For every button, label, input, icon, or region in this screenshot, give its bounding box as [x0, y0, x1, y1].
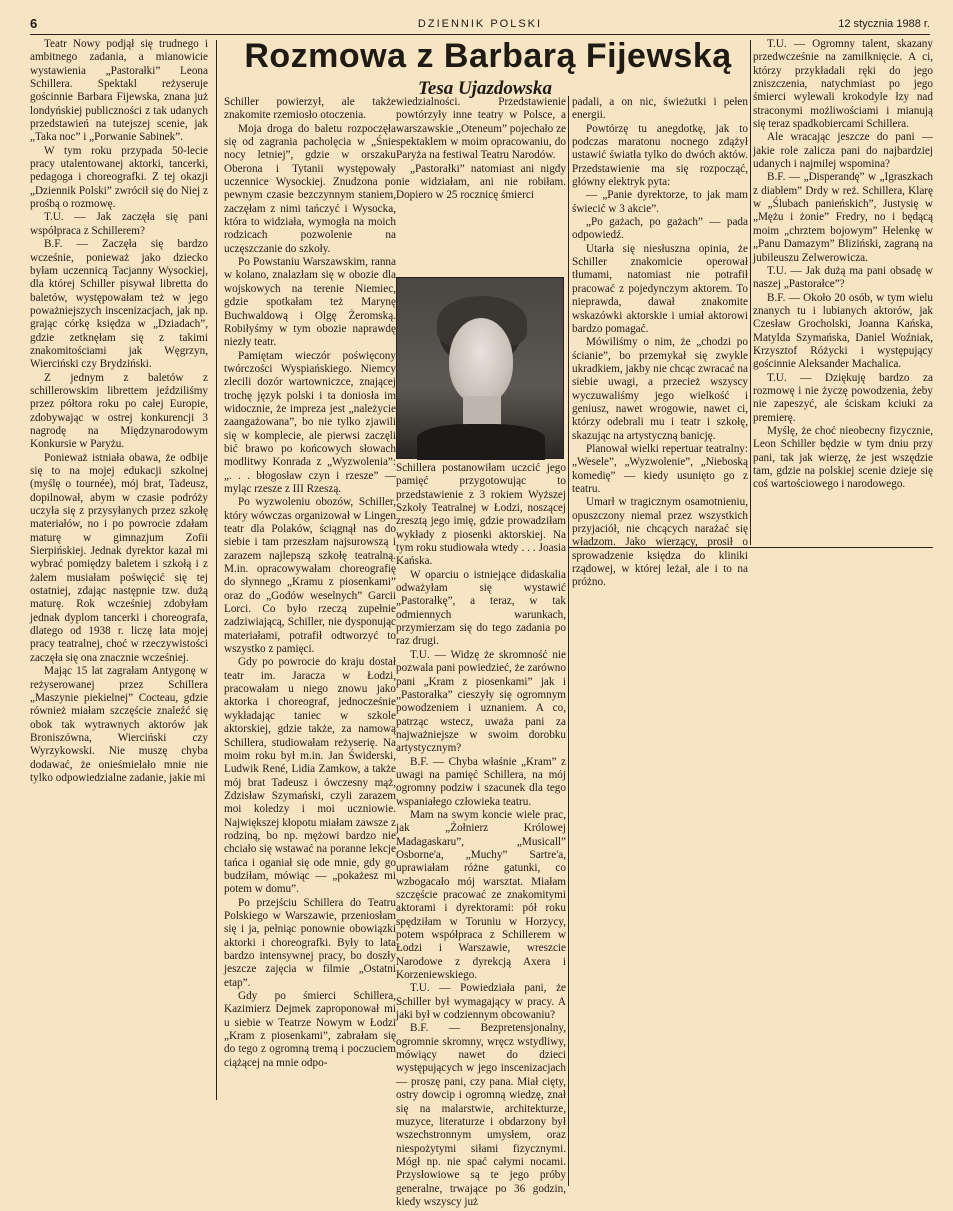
paragraph: „Po gażach, po gażach” — pada odpowiedź.: [572, 216, 748, 242]
text-column-5: [753, 38, 933, 578]
paragraph: Po wyzwoleniu obozów, Schiller, który wówczas organizował w Lingen teatr dla Polaków, ściągnął nas do siebie i tam przeszłam najsurowszą i zarazem najlepszą szkołę teatralną. M.in. opracowywałam choreografię do słynnego „Kramu z piosenkami” oraz do „Godów weselnych” Garcii Lorci. Co było rzeczą zupełnie zadziwiającą, Schiller, nie dysponując materiałami, potrafił odtworzyć to wszystko z pamięci.: [224, 496, 396, 656]
paragraph: Umarł w tragicznym osamotnieniu, opuszczony niemal przez wszystkich przyjaciół, nie chcących narażać się władzom. Jako wierzący, prosił o sprowadzenie księdza do kliniki rządowej, w której leżał, ale i to na próżno.: [572, 496, 748, 589]
paragraph: T.U. — Widzę że skromność nie pozwala pani powiedzieć, że zarówno pani „Kram z piosenkami” jak i „Pastorałka” cieszyły się ogromnym powodzeniem i uznaniem. A co, patrząc wstecz, uważa pani za najważniejsze w swoim dorobku artystycznym?: [396, 648, 566, 755]
paragraph: B.F. — Chyba właśnie „Kram” z uwagi na pamięć Schillera, na mój ogromny podziw i szacunek dla tego wspaniałego człowieka teatru.: [396, 755, 566, 808]
paragraph: padali, a on nic, świeżutki i pełen energii.: [572, 96, 748, 122]
paragraph: Z jednym z baletów z schillerowskim librettem jeździliśmy przez półtora roku po całej Europie, zdobywając w ostrej konkurencji 3 nagrodę na Międzynarodowym Konkursie w Paryżu.: [30, 371, 208, 451]
article-byline: Tesa Ujazdowska: [418, 78, 552, 99]
paragraph: — „Panie dyrektorze, to jak mam świecić w 3 akcie”.: [572, 189, 748, 215]
issue-date: 12 stycznia 1988 r.: [838, 18, 930, 30]
paragraph: Utarła się niesłuszna opinia, że Schiller znakomicie operował tłumami, natomiast nie potrafił pracować z pojedynczym aktorem. To nieprawda, dawał znakomite wskazówki aktorskie i umiał aktorowi bardzo pomagać.: [572, 242, 748, 335]
paragraph: „Pastorałki” natomiast ani nigdy nie widziałam, ani nie robiłam. Dopiero w 25 rocznicę śmierci: [396, 162, 566, 202]
paragraph: B.F. — Bezpretensjonalny, ogromnie skromny, wręcz wstydliwy, mówiący nawet do dzieci występujących w jego inscenizacjach — proszę pani, czy pana. Miał cięty, ostry dowcip i ogromną wiedzę, znał się na malarstwie, architekturze, muzyce, literaturze i obdarzony był wszechstronnym umysłem, oraz niespożytymi siłami fizycznymi. Mógł np. nie spać całymi nocami. Przysłowiowe są te jego próby generalne, trwające po 36 godzin, kiedy wszyscy już: [396, 1022, 566, 1208]
paragraph: Mam na swym koncie wiele prac, jak „Żołnierz Królowej Madagaskaru”, „Musicall” Osborne'a, „Muchy” Sartre'a, uprawiałam różne gatunki, co wzbogacało mój warsztat. Miałam szczęście pracować ze znakomitymi aktorami i dyrektorami: pół roku spędziłam w Toruniu w Horzycy, potem współpraca z Schillerem w Łodzi i Warszawie, wreszcie Narodowe z dyrekcją Axera i Korzeniewskiego.: [396, 808, 566, 982]
paragraph: B.F. — „Disperandę” w „Igraszkach z diabłem” Drdy w reż. Schillera, Klarę w „Ślubach panieńskich”, Justysię w „Mężu i żonie” Fredry, no i będącą moim „chrztem bojowym” Helenkę w „Panu Damazym” Bliziński, zagraną na jubileuszu Zelwerowicza.: [753, 171, 933, 264]
column-divider: [568, 96, 569, 1186]
paragraph: B.F. — Zaczęła się bardzo wcześnie, ponieważ jako dziecko byłam uczennicą Tacjanny Wysockiej, dla której Schiller pisywał libretta do baletów, występowałam też w jego poważniejszych inscenizacjach, jak np. grając córkę księdza w „Dziadach”, gdzie zetknęłam się z takimi znakomitościami jak Węgrzyn, Wierciński czy Brydziński.: [30, 238, 208, 371]
column-divider: [216, 40, 217, 1100]
paragraph: T.U. — Ogromny talent, skazany przedwcześnie na zamilknięcie. A ci, którzy przykładali ręki do jego zniszczenia, natychmiast po jego śmierci wylewali krokodyle łzy nad straconymi możliwościami i mianują się teraz spadkobiercami Schillera.: [753, 38, 933, 131]
paragraph: Teatr Nowy podjął się trudnego i ambitnego zadania, a mianowicie wystawienia „Pastorałki” Leona Schillera. Spektakl reżyseruje gościnnie Barbara Fijewska, znana już londyńskiej publiczności z tak udanych przedstawień na tutejszej scenie, jak „Taka noc” i „Porwanie Sabinek”.: [30, 38, 208, 144]
text-column-3-top: [396, 96, 566, 276]
paragraph: Myślę, że choć nieobecny fizycznie, Leon Schiller będzie w tym dniu przy pani, tak jak wierzę, że jest wszędzie tam, gdzie na polskiej scenie dzieje się coś wartościowego i narodowego.: [753, 424, 933, 491]
paragraph: T.U. — Powiedziała pani, że Schiller był wymagający w pracy. A jaki był w codziennym obcowaniu?: [396, 982, 566, 1022]
paragraph: Mówiliśmy o nim, że „chodzi po ścianie”, bo przemykał się zwykle ukradkiem, jakby nie chcąc zwracać na siebie uwagi, a przecież wszyscy wyczuwaliśmy jego wielkość i geniusz, nawet wrogowie, nawet ci, którzy odebrali mu i teatr i szkołę, skazując na artystyczną banicję.: [572, 336, 748, 442]
paragraph: Gdy po śmierci Schillera, Kazimierz Dejmek zaproponował mi u siebie w Teatrze Nowym w Łodzi „Kram z piosenkami”, zabrałam się do tego z ogromną tremą i poczuciem ciążącej na mnie odpo-: [224, 990, 396, 1069]
paragraph: Planował wielki repertuar teatralny: „Wesele”, „Wyzwolenie”, „Nieboską komedię” — kiedy usunięto go z teatru.: [572, 442, 748, 495]
article-headline: Rozmowa z Barbarą Fijewską: [244, 37, 732, 75]
paragraph: Mając 15 lat zagrałam Antygonę w reżyserowanej przez Schillera „Maszynie piekielnej” Cocteau, gdzie również miałam szczęście znaleźć się obok tak wytrawnych aktorów jak Broniszówna, Wierciński czy Wyrzykowski. Nie muszę chyba dodawać, że onieśmielało mnie nie tylko odpowiedzialne zadanie, jakie mi: [30, 665, 208, 784]
photo-coat: [417, 424, 545, 460]
paragraph: Schillera postanowiłam uczcić jego pamięć przygotowując to przedstawienie z 3 rokiem Wyższej Szkoły Teatralnej w Łodzi, noszącej zresztą jego imię, gdzie prowadziłam wykłady z piosenki aktorskiej. Na tym roku studiowała wtedy . . . Joasia Kańska.: [396, 462, 566, 568]
paragraph: T.U. — Jak dużą ma pani obsadę w naszej „Pastorałce”?: [753, 264, 933, 291]
text-column-3-bottom: [396, 462, 566, 1208]
paragraph: W oparciu o istniejące didaskalia odważyłam się wystawić „Pastorałkę”, a teraz, w tak odmiennych warunkach, przymierzam się do tego zadania po raz drugi.: [396, 568, 566, 648]
paragraph: Ponieważ istniała obawa, że odbije się to na mojej edukacji szkolnej (myślę o tournée), mój brat, Tadeusz, dopilnował, abym w czasie podróży uczyła się z przysyłanych przez szkołę materiałów, no i po powrocie zdałam maturę w gimnazjum Zofii Sierpińskiej. Jednak dyrektor kazał mi wybrać pomiędzy baletem i szkołą i z żalem musiałam poświęcić się tej ostatniej, zdając następnie tzw. dużą maturę. Rok wcześniej zdobyłam jednak dyplom tancerki i choreografa, dlatego od 1938 r. liczę lata mojej pracy teatralnej, choć w rzeczywistości zaczęła się ona znacznie wcześniej.: [30, 451, 208, 664]
paragraph: Powtórzę tu anegdotkę, jak to podczas maratonu nocnego zdążył ustawić światła tylko do dwóch aktów. Przedstawienie ma się rozpocząć, główny elektryk pyta:: [572, 122, 748, 189]
text-column-4: [572, 96, 748, 636]
paragraph: wiedzialności. Przedstawienie powtórzyły inne teatry w Polsce, a warszawskie „Oteneum” pojechało ze spektaklem w moim opracowaniu, do Paryża na festiwal Teatru Narodów.: [396, 96, 566, 162]
paragraph: Moja droga do baletu rozpoczęła się od zagrania pacholęcia w „Śnie nocy letniej”, gdzie w orszaku Oberona i Tytanii występowały uczennice Wysockiej. Znudzona po pewnym czasie bezczynnym staniem, zaczęłam z nimi tańczyć i Wysocka, która to widziała, wymogła na moich rodzicach pozwolenie na uczęszczanie do szkoły.: [224, 122, 396, 255]
text-column-2: [224, 96, 396, 1096]
paragraph: T.U. — Dziękuję bardzo za rozmowę i nie życzę powodzenia, żeby nie zapeszyć, ale ściskam kciuki za premierę.: [753, 371, 933, 424]
article-end-rule: [568, 547, 933, 548]
masthead: [30, 14, 930, 35]
newspaper-name: DZIENNIK POLSKI: [417, 18, 543, 30]
paragraph: Po przejściu Schillera do Teatru Polskiego w Warszawie, przeniosłam się i ja, pełniąc ponownie obowiązki aktorki i choreografki. Były to lata bardzo intensywnej pracy, bo doszły jeszcze zajęcia w filmie „Ostatni etap”.: [224, 896, 396, 989]
portrait-photo: [396, 277, 564, 459]
paragraph: B.F. — Około 20 osób, w tym wielu znanych tu i lubianych aktorów, jak Czesław Grocholski, Joanna Kańska, Matylda Szymańska, Daniel Woźniak, Krzysztof Różycki i występujący gościnnie Aleksander Machalica.: [753, 291, 933, 371]
page-number: 6: [30, 16, 38, 31]
paragraph: Schiller powierzył, ale także znakomite rzemiosło otoczenia.: [224, 96, 396, 122]
paragraph: Ale wracając jeszcze do pani — jakie role zalicza pani do najbardziej udanych i najmilej wspomina?: [753, 131, 933, 171]
text-column-1: [30, 38, 208, 1118]
paragraph: Po Powstaniu Warszawskim, ranna w kolano, znalazłam się w obozie dla wojskowych na terenie Niemiec, gdzie spotkałam też Marynę Buchwaldową i Olgę Żeromską. Robiłyśmy w tym obozie naprawdę niezły teatr.: [224, 256, 396, 349]
paragraph: Gdy po powrocie do kraju dostał teatr im. Jaracza w Łodzi, pracowałam u niego znowu jako aktorka i choreograf, jednocześnie wykładając taniec w szkole aktorskiej, gdzie także, za namową Schillera, studiowałam reżyserię. Na moim roku był m.in. Jan Świderski, Ludwik René, Lidia Zamkow, a także mój brat Tadeusz i ówczesny mąż, Zdzisław Szymański, czyli zarazem moi koledzy i moi uczniowie. Największej kłopotu miałam zawsze z rodziną, bo np. mężowi bardzo nie chciało się wstawać na poranne lekcje tańca i oganiał się ode mnie, gdy go budziłam, mówiąc — „pokażesz mi potem w domu”.: [224, 656, 396, 896]
photo-face: [449, 318, 513, 404]
paragraph: T.U. — Jak zaczęła się pani współpraca z Schillerem?: [30, 211, 208, 237]
paragraph: Pamiętam wieczór poświęcony twórczości Wyspiańskiego. Niemcy zlecili dozór wartowniczce, znającej trochę język polski i ta doniosła im widocznie, że impreza jest „należycie zaangażowana”, bo nie tylko zjawili się w komplecie, ale pierwsi zaczęli bić brawo po końcowych słowach modlitwy Konrada z „Wyzwolenia”: „. . . błogosław czyn i rzesze” — myląc rzesze z III Rzeszą.: [224, 349, 396, 495]
paragraph: W tym roku przypada 50-lecie pracy utalentowanej aktorki, tancerki, pedagoga i choreografki. Z tej okazji „Dziennik Polski” zwrócił się do Niej z prośbą o rozmowę.: [30, 144, 208, 211]
column-divider: [750, 40, 751, 545]
